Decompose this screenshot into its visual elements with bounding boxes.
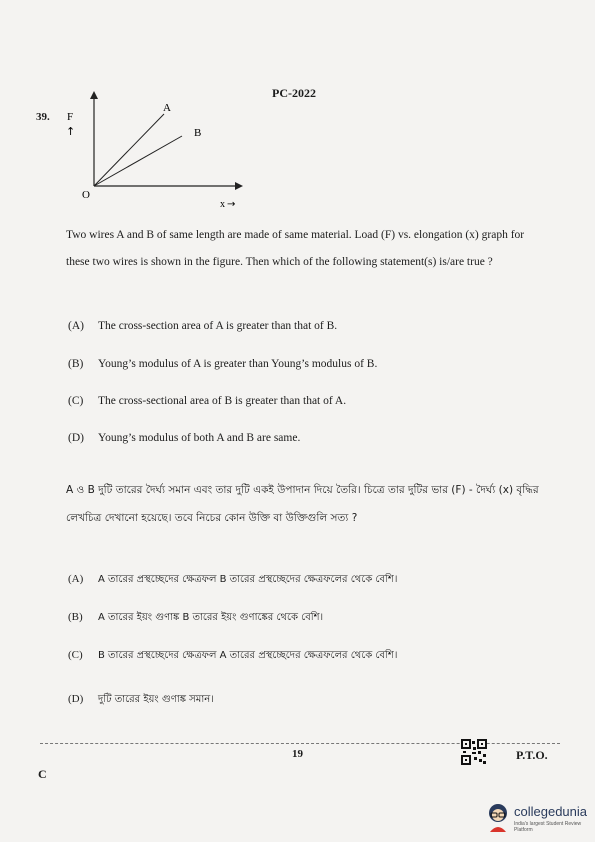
qr-code-icon: [461, 739, 487, 765]
option-label: (C): [68, 395, 84, 407]
line-a-label: A: [163, 102, 171, 114]
x-axis-arrowhead: [235, 182, 243, 190]
watermark-tagline: India's largest Student Review Platform: [514, 821, 582, 833]
option-a-bengali: [68, 572, 538, 589]
option-label: (B): [68, 358, 84, 370]
please-turn-over: P.T.O.: [516, 748, 548, 762]
option-label: (B): [68, 611, 83, 623]
option-text: The cross-section area of A is greater than that of B.: [98, 320, 338, 332]
question-stem-english: Two wires A and B of same length are made of same material. Load (F) vs. elongation (x) graph for these two wires is shown in the figure. Then which of the following statement(s) is/are true ?: [66, 229, 525, 268]
option-d-bengali: [68, 692, 538, 709]
option-label: (A): [68, 320, 84, 332]
question-stem-bengali: A ও B দুটি তারের দৈর্ঘ্য সমান এবং তার দুটি একই উপাদান দিয়ে তৈরি। চিত্রে তার দুটির ভার (F) - দৈর্ঘ্য (x) বৃদ্ধির লেখচিত্র দেখানো হয়েছে। তবে নিচের কোন উক্তি বা উক্তিগুলি সত্য ?: [66, 484, 539, 524]
load-elongation-figure: [60, 88, 250, 218]
option-d-english: [68, 432, 538, 444]
y-axis-arrowhead: [90, 91, 98, 99]
paper-code: PC-2022: [272, 86, 316, 100]
booklet-code: C: [38, 767, 47, 781]
line-b: [94, 136, 182, 186]
watermark-brand: collegedunia: [514, 804, 588, 819]
collegedunia-logo-icon: [486, 802, 510, 832]
line-b-label: B: [194, 127, 202, 139]
option-b-bengali: [68, 610, 538, 627]
option-label: (C): [68, 649, 83, 661]
option-text: A তারের প্রস্থচ্ছেদের ক্ষেত্রফল B তারের প্রস্থচ্ছেদের ক্ষেত্রফলের থেকে বেশি।: [98, 574, 398, 585]
option-a-english: [68, 320, 538, 332]
y-axis-label: F: [67, 111, 74, 123]
option-text: দুটি তারের ইয়ং গুণাঙ্ক সমান।: [98, 694, 214, 705]
page-number: 19: [292, 748, 303, 760]
option-text: A তারের ইয়ং গুণাঙ্ক B তারের ইয়ং গুণাঙ্কের থেকে বেশি।: [98, 612, 324, 623]
option-label: (A): [68, 573, 84, 585]
option-text: Young’s modulus of both A and B are same.: [98, 432, 301, 444]
line-a: [94, 114, 164, 186]
x-axis-label: x: [220, 199, 225, 210]
origin-label: O: [82, 189, 90, 201]
option-label: (D): [68, 432, 84, 444]
y-axis-label-arrow: ↑: [66, 125, 76, 138]
option-c-bengali: [68, 648, 538, 665]
option-b-english: [68, 358, 538, 370]
option-text: The cross-sectional area of B is greater than that of A.: [98, 395, 347, 407]
option-text: B তারের প্রস্থচ্ছেদের ক্ষেত্রফল A তারের প্রস্থচ্ছেদের ক্ষেত্রফলের থেকে বেশি।: [98, 650, 398, 661]
x-axis-label-arrow: →: [227, 199, 236, 210]
option-c-english: [68, 395, 538, 407]
option-label: (D): [68, 693, 84, 705]
option-text: Young’s modulus of A is greater than Young’s modulus of B.: [98, 358, 378, 370]
question-number: 39.: [36, 111, 50, 123]
